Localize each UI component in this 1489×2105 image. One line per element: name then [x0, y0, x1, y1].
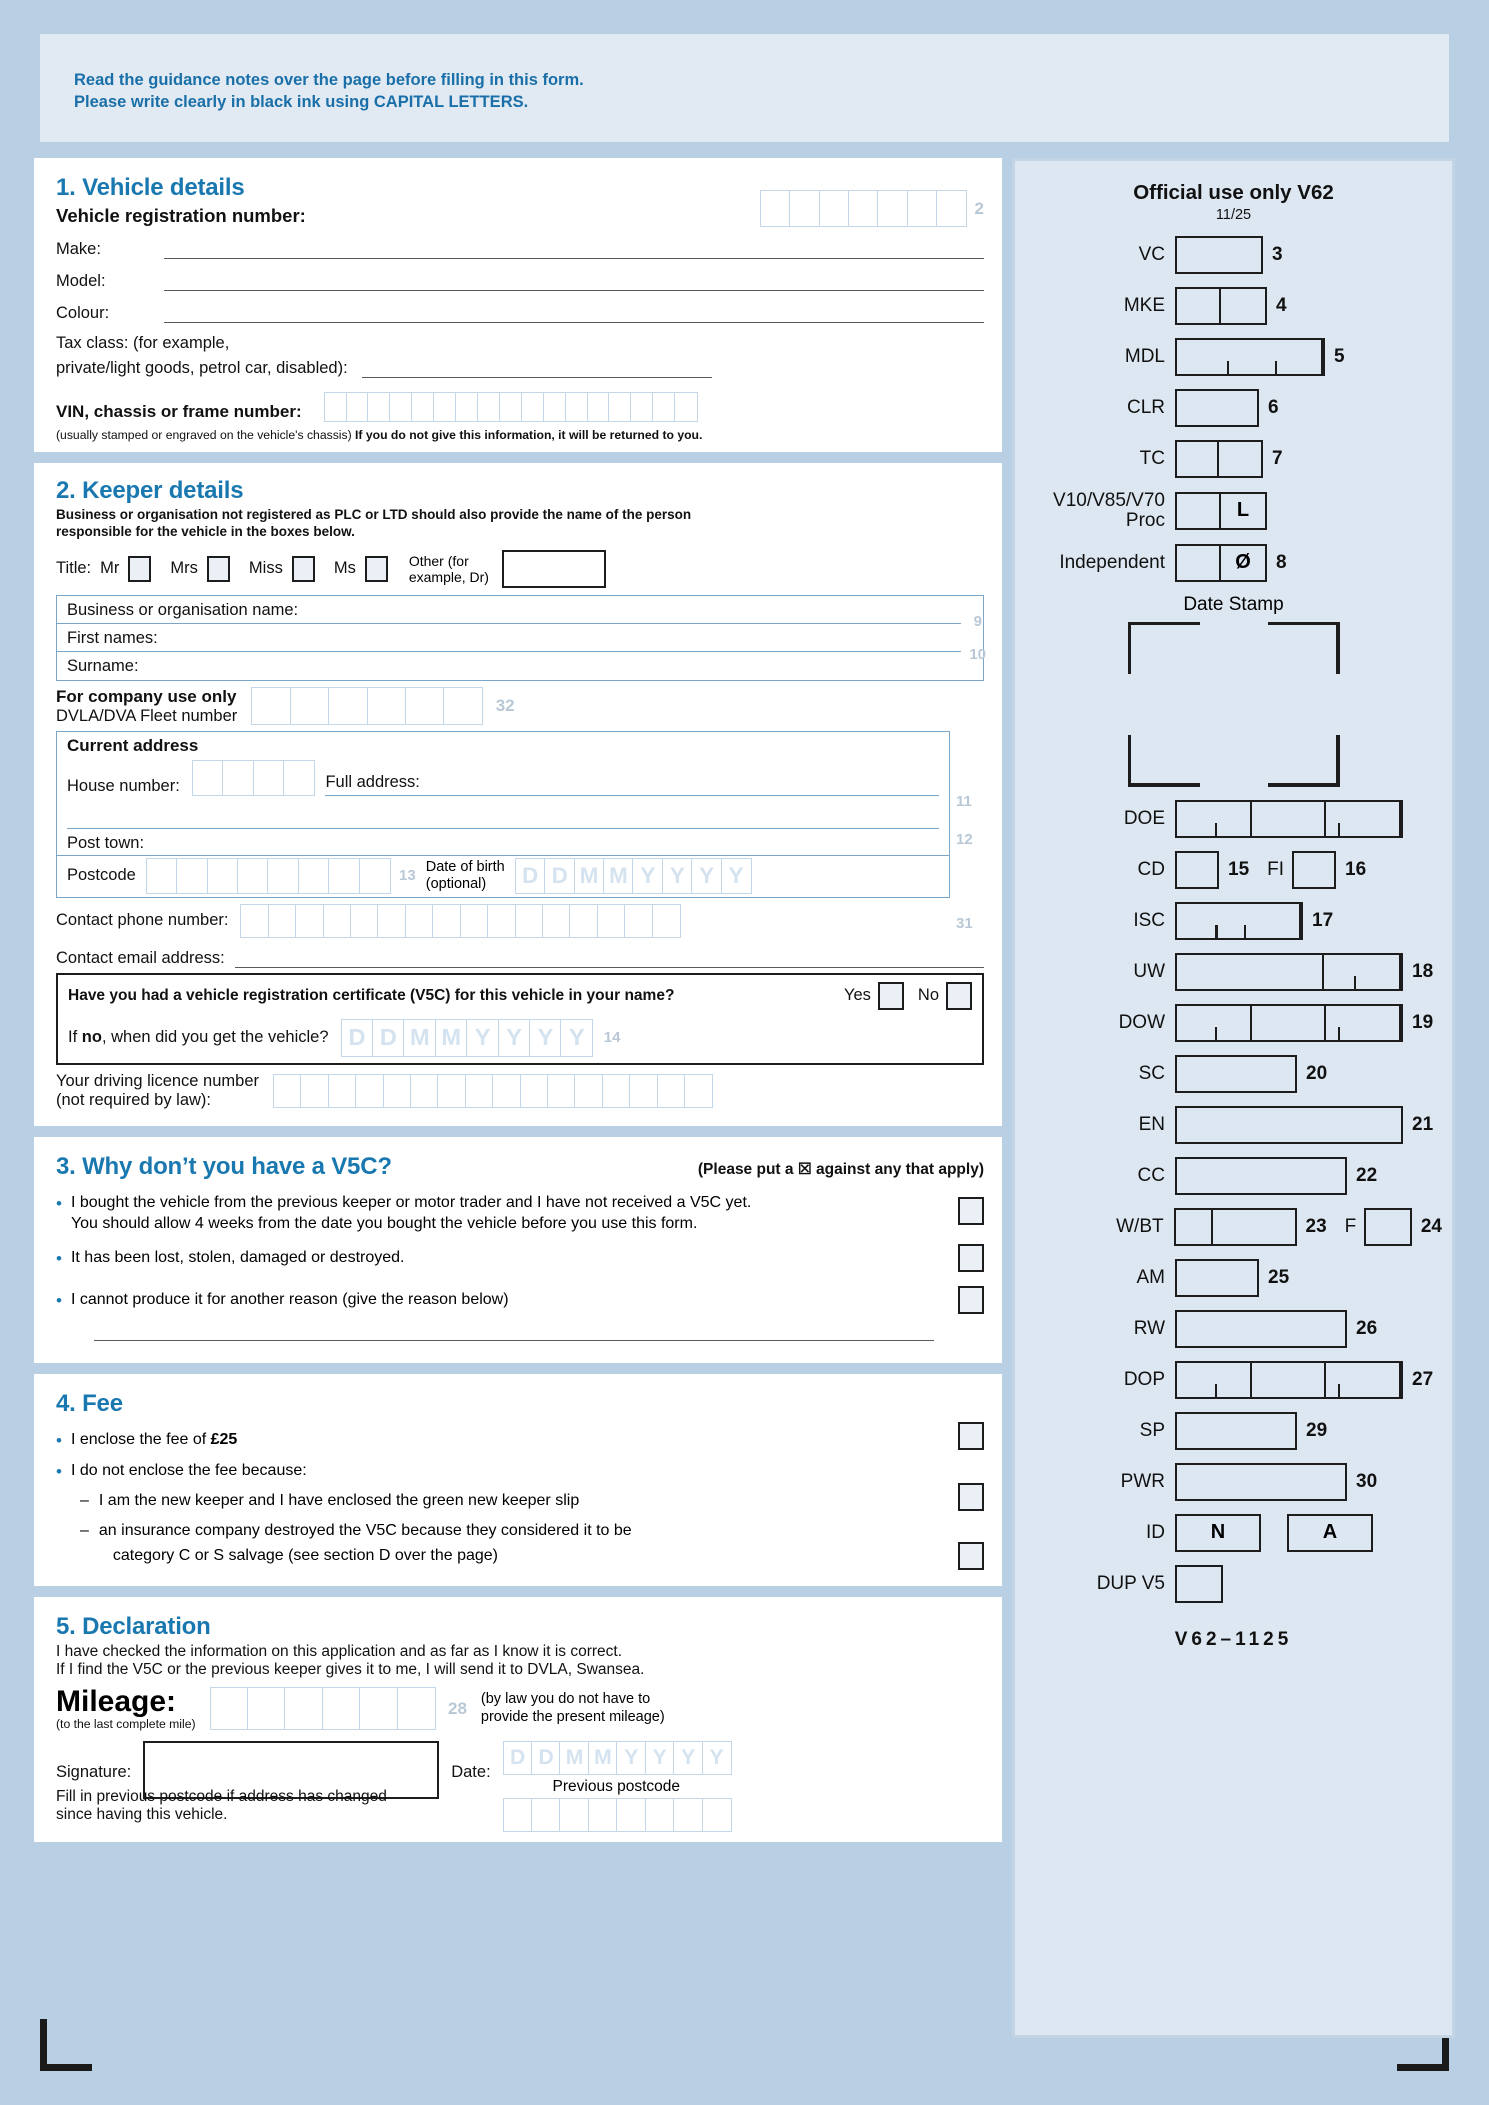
official-input-extra[interactable] — [1364, 1208, 1412, 1246]
full-address-input-line-2[interactable] — [67, 796, 939, 829]
official-row-tc — [1015, 440, 1452, 478]
current-address-label: Current address — [67, 735, 199, 755]
v5c-no-label: No — [917, 986, 939, 1005]
model-label: Model: — [56, 272, 106, 290]
house-number-label: House number: — [67, 776, 180, 795]
title-checkbox-ms[interactable] — [365, 556, 388, 582]
declaration-line-2: If I find the V5C or the previous keeper gives it to me, I will send it to DVLA, Swansea. — [56, 1660, 645, 1678]
official-row-mdl — [1015, 338, 1452, 376]
section-1-heading: 1. Vehicle details — [56, 174, 245, 201]
mileage-ref: 28 — [447, 1698, 467, 1718]
licence-label-line1: Your driving licence number — [56, 1071, 260, 1090]
vin-input[interactable] — [324, 392, 696, 422]
official-code-label: TC — [1139, 448, 1165, 470]
v5c-reason-item-3: • I cannot produce it for another reason (give the reason below) — [56, 1290, 509, 1310]
fleet-number-input[interactable] — [251, 687, 481, 725]
postcode-ref: 13 — [399, 867, 416, 885]
official-input-id[interactable]: N — [1175, 1514, 1261, 1552]
colour-row — [56, 300, 984, 323]
email-label: Contact email address: — [56, 948, 225, 967]
dob-ref: 31 — [956, 914, 973, 932]
official-input-uw[interactable] — [1175, 953, 1403, 991]
official-code-label: MDL — [1124, 346, 1165, 368]
official-row-en — [1015, 1106, 1452, 1144]
official-input-rw[interactable] — [1175, 1310, 1347, 1348]
official-rows-bottom — [1015, 800, 1452, 1603]
official-code-label: VC — [1138, 244, 1165, 266]
official-ref-number: 22 — [1356, 1164, 1378, 1186]
title-checkbox-mrs[interactable] — [207, 556, 230, 582]
dash-icon: – — [80, 1491, 89, 1509]
vrn-ref-number: 2 — [974, 198, 984, 218]
official-code-label: RW — [1133, 1317, 1165, 1339]
title-other-label-line1: Other (for — [408, 552, 469, 569]
section-4-heading: 4. Fee — [56, 1390, 123, 1418]
title-checkbox-mr[interactable] — [128, 556, 151, 582]
bullet-dot-icon: • — [56, 1193, 62, 1213]
official-footer-code: V62–1125 — [1174, 1628, 1293, 1650]
official-ref-number-extra: 16 — [1345, 858, 1367, 880]
guidance-line-1: Read the guidance notes over the page before filling in this form. — [74, 71, 584, 89]
phone-input[interactable] — [240, 904, 679, 938]
cross-mark-icon: ☒ — [797, 1160, 812, 1178]
official-ref-number: 15 — [1228, 858, 1250, 880]
official-input-independent[interactable]: Ø — [1175, 544, 1267, 582]
business-name-label: Business or organisation name: — [67, 600, 299, 619]
mileage-note-line1: (by law you do not have to — [480, 1691, 651, 1708]
title-checkbox-miss[interactable] — [292, 556, 315, 582]
section-3-why-no-v5c — [34, 1137, 1002, 1364]
official-row-am — [1015, 1259, 1452, 1297]
official-row-doe — [1015, 800, 1452, 838]
v5c-yes-label: Yes — [843, 986, 871, 1005]
footer-note-line2: since having this vehicle. — [56, 1805, 228, 1823]
official-input-am[interactable] — [1175, 1259, 1259, 1297]
date-stamp-label: Date Stamp — [1183, 593, 1284, 615]
official-ref-number: 6 — [1268, 397, 1279, 418]
fleet-number-ref: 32 — [495, 696, 515, 716]
official-ref-number: 5 — [1334, 346, 1345, 367]
official-row-cd — [1015, 851, 1452, 889]
v5c-question-text: Have you had a vehicle registration certificate (V5C) for this vehicle in your name? — [68, 986, 675, 1004]
official-code-label-extra: FI — [1267, 858, 1285, 880]
make-label: Make: — [56, 240, 101, 258]
company-use-label: For company use only — [56, 686, 237, 706]
official-code-label: DOW — [1118, 1011, 1165, 1033]
title-option-mrs-label: Mrs — [170, 559, 198, 578]
first-names-ref: 9 — [973, 612, 982, 630]
bullet-dot-icon: • — [56, 1462, 62, 1482]
section-4-fee — [34, 1374, 1002, 1585]
full-address-label: Full address: — [325, 772, 420, 791]
full-address-input-line-1[interactable] — [325, 792, 939, 796]
official-input-doe[interactable] — [1175, 800, 1403, 838]
title-other-input[interactable] — [502, 550, 606, 588]
official-input-en[interactable] — [1175, 1106, 1403, 1144]
date-label: Date: — [451, 1762, 491, 1781]
official-ref-number: 25 — [1268, 1266, 1290, 1288]
vrn-label: Vehicle registration number: — [56, 205, 306, 226]
official-ref-number: 30 — [1356, 1470, 1378, 1492]
address-ref-12: 12 — [956, 830, 973, 848]
official-input-w-bt[interactable] — [1174, 1208, 1297, 1246]
bullet-dot-icon: • — [56, 1248, 62, 1268]
official-code-label: V10/V85/V70 Proc — [1053, 490, 1165, 531]
official-code-label: SC — [1138, 1062, 1165, 1084]
official-ref-number: 23 — [1305, 1215, 1327, 1237]
v5c-reason-checkbox-3[interactable] — [958, 1286, 984, 1314]
v5c-checkbox-yes[interactable] — [878, 982, 904, 1010]
surname-label: Surname: — [67, 656, 139, 675]
house-number-input[interactable] — [192, 760, 314, 796]
official-row-v10-v85-v70-proc — [1015, 491, 1452, 531]
title-label: Title: — [56, 559, 92, 578]
v5c-question-panel — [56, 973, 984, 1065]
dob-label-line2: (optional) — [425, 875, 487, 892]
official-use-panel — [1012, 158, 1455, 2038]
title-option-mr-label: Mr — [100, 559, 120, 578]
official-input-cd[interactable] — [1175, 851, 1219, 889]
official-input-v10-v85-v70-proc[interactable]: L — [1175, 492, 1267, 530]
fee-checkbox-3[interactable] — [958, 1542, 984, 1570]
email-input[interactable] — [235, 945, 984, 968]
official-row-mke — [1015, 287, 1452, 325]
official-ref-number: 18 — [1412, 960, 1434, 982]
official-row-dop — [1015, 1361, 1452, 1399]
when-got-vehicle-input[interactable]: D D M M Y Y Y Y — [341, 1019, 592, 1057]
section-5-declaration — [34, 1597, 1002, 1842]
when-got-vehicle-ref: 14 — [603, 1029, 621, 1047]
vin-note-bold: If you do not give this information, it will be returned to you. — [355, 428, 703, 442]
section-5-heading: 5. Declaration — [56, 1612, 211, 1640]
official-ref-number: 3 — [1272, 244, 1283, 265]
licence-label-line2: (not required by law): — [56, 1090, 211, 1109]
crop-mark-bottom-left — [40, 2019, 92, 2071]
postcode-input[interactable] — [146, 858, 389, 894]
official-input-dop[interactable] — [1175, 1361, 1403, 1399]
official-code-label: DUP V5 — [1096, 1572, 1165, 1594]
official-input-vc[interactable] — [1175, 236, 1263, 274]
section-2-note-line1: Business or organisation not registered as PLC or LTD should also provide the name of the person — [56, 507, 692, 522]
fee-option-1: • I enclose the fee of £25 — [56, 1431, 238, 1451]
mileage-label: Mileage: — [56, 1684, 177, 1718]
official-code-label: DOP — [1123, 1368, 1165, 1390]
model-row — [56, 268, 984, 291]
official-code-label: UW — [1133, 960, 1165, 982]
official-row-sc — [1015, 1055, 1452, 1093]
official-ref-number: 29 — [1306, 1419, 1328, 1441]
official-code-label: CC — [1137, 1164, 1165, 1186]
phone-label: Contact phone number: — [56, 911, 229, 930]
when-got-vehicle-label: If no, when did you get the vehicle? — [68, 1028, 329, 1047]
official-input-sc[interactable] — [1175, 1055, 1297, 1093]
official-input-isc[interactable] — [1175, 902, 1303, 940]
dash-icon: – — [80, 1521, 89, 1539]
make-row — [56, 236, 984, 259]
official-code-label: AM — [1136, 1266, 1165, 1288]
official-code-label: ID — [1146, 1521, 1165, 1543]
section-2-note-line2: responsible for the vehicle in the boxes below. — [56, 523, 355, 539]
official-code-label: EN — [1138, 1113, 1165, 1135]
guidance-line-2: Please write clearly in black ink using CAPITAL LETTERS. — [74, 92, 529, 111]
tax-class-input[interactable] — [362, 355, 712, 378]
official-code-label: MKE — [1123, 295, 1165, 317]
official-row-pwr — [1015, 1463, 1452, 1501]
bullet-dot-icon: • — [56, 1290, 62, 1310]
fee-suboption-2: – an insurance company destroyed the V5C because they considered it to be category C or S salvage (see section D over the page) — [56, 1521, 944, 1567]
dob-label-line1: Date of birth — [425, 859, 505, 876]
previous-postcode-label: Previous postcode — [552, 1777, 681, 1795]
fee-suboption-1: – I am the new keeper and I have enclosed the green new keeper slip — [56, 1491, 944, 1512]
official-row-vc — [1015, 236, 1452, 274]
vin-label: VIN, chassis or frame number: — [56, 402, 302, 421]
official-row-clr — [1015, 389, 1452, 427]
email-row — [56, 945, 984, 968]
official-code-label: CLR — [1126, 397, 1165, 419]
official-code-label: CD — [1137, 858, 1165, 880]
surname-ref: 10 — [969, 645, 986, 663]
colour-input[interactable] — [164, 300, 984, 323]
mileage-input[interactable] — [210, 1687, 434, 1730]
v5c-reason-item-2: • It has been lost, stolen, damaged or destroyed. — [56, 1248, 405, 1268]
v5c-reason-text-input[interactable] — [94, 1336, 934, 1341]
section-2-keeper-details — [34, 463, 1002, 1126]
official-code-label: DOE — [1123, 807, 1165, 829]
official-input-extra[interactable] — [1292, 851, 1336, 889]
signature-label: Signature: — [56, 1762, 132, 1781]
official-row-independent — [1015, 544, 1452, 582]
first-names-label: First names: — [67, 628, 158, 647]
official-ref-number: 4 — [1276, 295, 1287, 316]
official-input-mdl[interactable] — [1175, 338, 1325, 376]
official-ref-number-extra: 24 — [1420, 1215, 1442, 1237]
licence-number-input[interactable] — [273, 1074, 712, 1108]
official-ref-number: 19 — [1412, 1011, 1434, 1033]
section-3-instruction: (Please put a ☒ against any that apply) — [697, 1160, 984, 1178]
official-ref-number: 8 — [1276, 551, 1287, 573]
address-ref-11: 11 — [956, 792, 972, 810]
official-code-label: SP — [1139, 1419, 1165, 1441]
official-input-dup-v5[interactable] — [1175, 1565, 1223, 1603]
v5c-checkbox-no[interactable] — [946, 982, 972, 1010]
dob-input[interactable]: D D M M Y Y Y Y — [515, 858, 750, 894]
official-use-title: Official use only V62 — [1133, 181, 1334, 204]
official-rows-top — [1015, 236, 1452, 582]
official-input-mke[interactable] — [1175, 287, 1267, 325]
v5c-reason-item-1: • I bought the vehicle from the previous keeper or motor trader and I have not received a V5C yet. You should allow 4 weeks from the date you bought the vehicle before you use this form. — [56, 1193, 944, 1235]
colour-label: Colour: — [56, 304, 110, 322]
model-input[interactable] — [164, 268, 984, 291]
official-ref-number: 27 — [1412, 1368, 1434, 1390]
vrn-input[interactable] — [760, 190, 966, 227]
post-town-label: Post town: — [67, 833, 145, 852]
form-left-column — [34, 158, 1002, 1853]
official-code-label: ISC — [1133, 909, 1165, 931]
section-3-heading: 3. Why don’t you have a V5C? — [56, 1152, 392, 1180]
date-stamp-area[interactable] — [1128, 622, 1340, 787]
official-input-pwr[interactable] — [1175, 1463, 1347, 1501]
v5c-reason-checkbox-1[interactable] — [958, 1197, 984, 1225]
current-address-panel — [56, 731, 950, 898]
official-ref-number: 7 — [1272, 448, 1283, 469]
official-input-tc[interactable] — [1175, 440, 1263, 478]
v5c-reason-checkbox-2[interactable] — [958, 1244, 984, 1272]
fee-checkbox-2[interactable] — [958, 1483, 984, 1511]
official-ref-number: 20 — [1306, 1062, 1328, 1084]
official-row-dow — [1015, 1004, 1452, 1042]
keeper-name-panel — [56, 595, 984, 681]
official-row-w-bt — [1015, 1208, 1452, 1246]
official-code-label-extra: F — [1344, 1215, 1357, 1237]
official-ref-number: 26 — [1356, 1317, 1378, 1339]
official-use-version: 11/25 — [1215, 207, 1252, 223]
official-code-label: PWR — [1120, 1470, 1165, 1492]
previous-postcode-input[interactable] — [503, 1798, 730, 1832]
official-input-dow[interactable] — [1175, 1004, 1403, 1042]
mileage-note-line2: provide the present mileage) — [480, 1708, 665, 1725]
official-code-label: Independent — [1059, 551, 1165, 573]
official-row-uw — [1015, 953, 1452, 991]
official-row-rw — [1015, 1310, 1452, 1348]
official-input-cc[interactable] — [1175, 1157, 1347, 1195]
official-row-cc — [1015, 1157, 1452, 1195]
guidance-banner — [40, 34, 1449, 142]
vin-note-normal: (usually stamped or engraved on the vehicle's chassis) — [56, 428, 356, 442]
official-code-label: W/BT — [1116, 1215, 1164, 1237]
tax-class-label-line1: Tax class: (for example, — [56, 334, 230, 352]
official-input-clr[interactable] — [1175, 389, 1259, 427]
official-row-dup-v5 — [1015, 1565, 1452, 1603]
postcode-label: Postcode — [67, 866, 136, 885]
section-2-heading: 2. Keeper details — [56, 477, 244, 504]
fee-option-2: • I do not enclose the fee because: — [56, 1462, 307, 1482]
official-ref-number: 17 — [1312, 909, 1334, 931]
official-ref-number: 21 — [1412, 1113, 1434, 1135]
tax-class-label-line2: private/light goods, petrol car, disabled): — [56, 359, 348, 377]
title-option-ms-label: Ms — [333, 559, 356, 578]
official-input-sp[interactable] — [1175, 1412, 1297, 1450]
title-other-label-line2: example, Dr) — [408, 568, 489, 585]
fleet-number-label: DVLA/DVA Fleet number — [56, 706, 238, 725]
title-option-miss-label: Miss — [248, 559, 283, 578]
make-input[interactable] — [164, 236, 984, 259]
bullet-dot-icon: • — [56, 1431, 62, 1451]
section-1-vehicle-details — [34, 158, 1002, 452]
official-row-sp — [1015, 1412, 1452, 1450]
official-row-id — [1015, 1514, 1452, 1552]
mileage-sublabel: (to the last complete mile) — [56, 1716, 196, 1731]
official-row-isc — [1015, 902, 1452, 940]
footer-note-line1: Fill in previous postcode if address has changed — [56, 1787, 387, 1805]
official-input-extra[interactable]: A — [1287, 1514, 1373, 1552]
declaration-line-1: I have checked the information on this application and as far as I know it is correct. — [56, 1642, 623, 1660]
date-input[interactable]: D D M M Y Y Y Y — [503, 1741, 730, 1775]
fee-checkbox-1[interactable] — [958, 1422, 984, 1450]
